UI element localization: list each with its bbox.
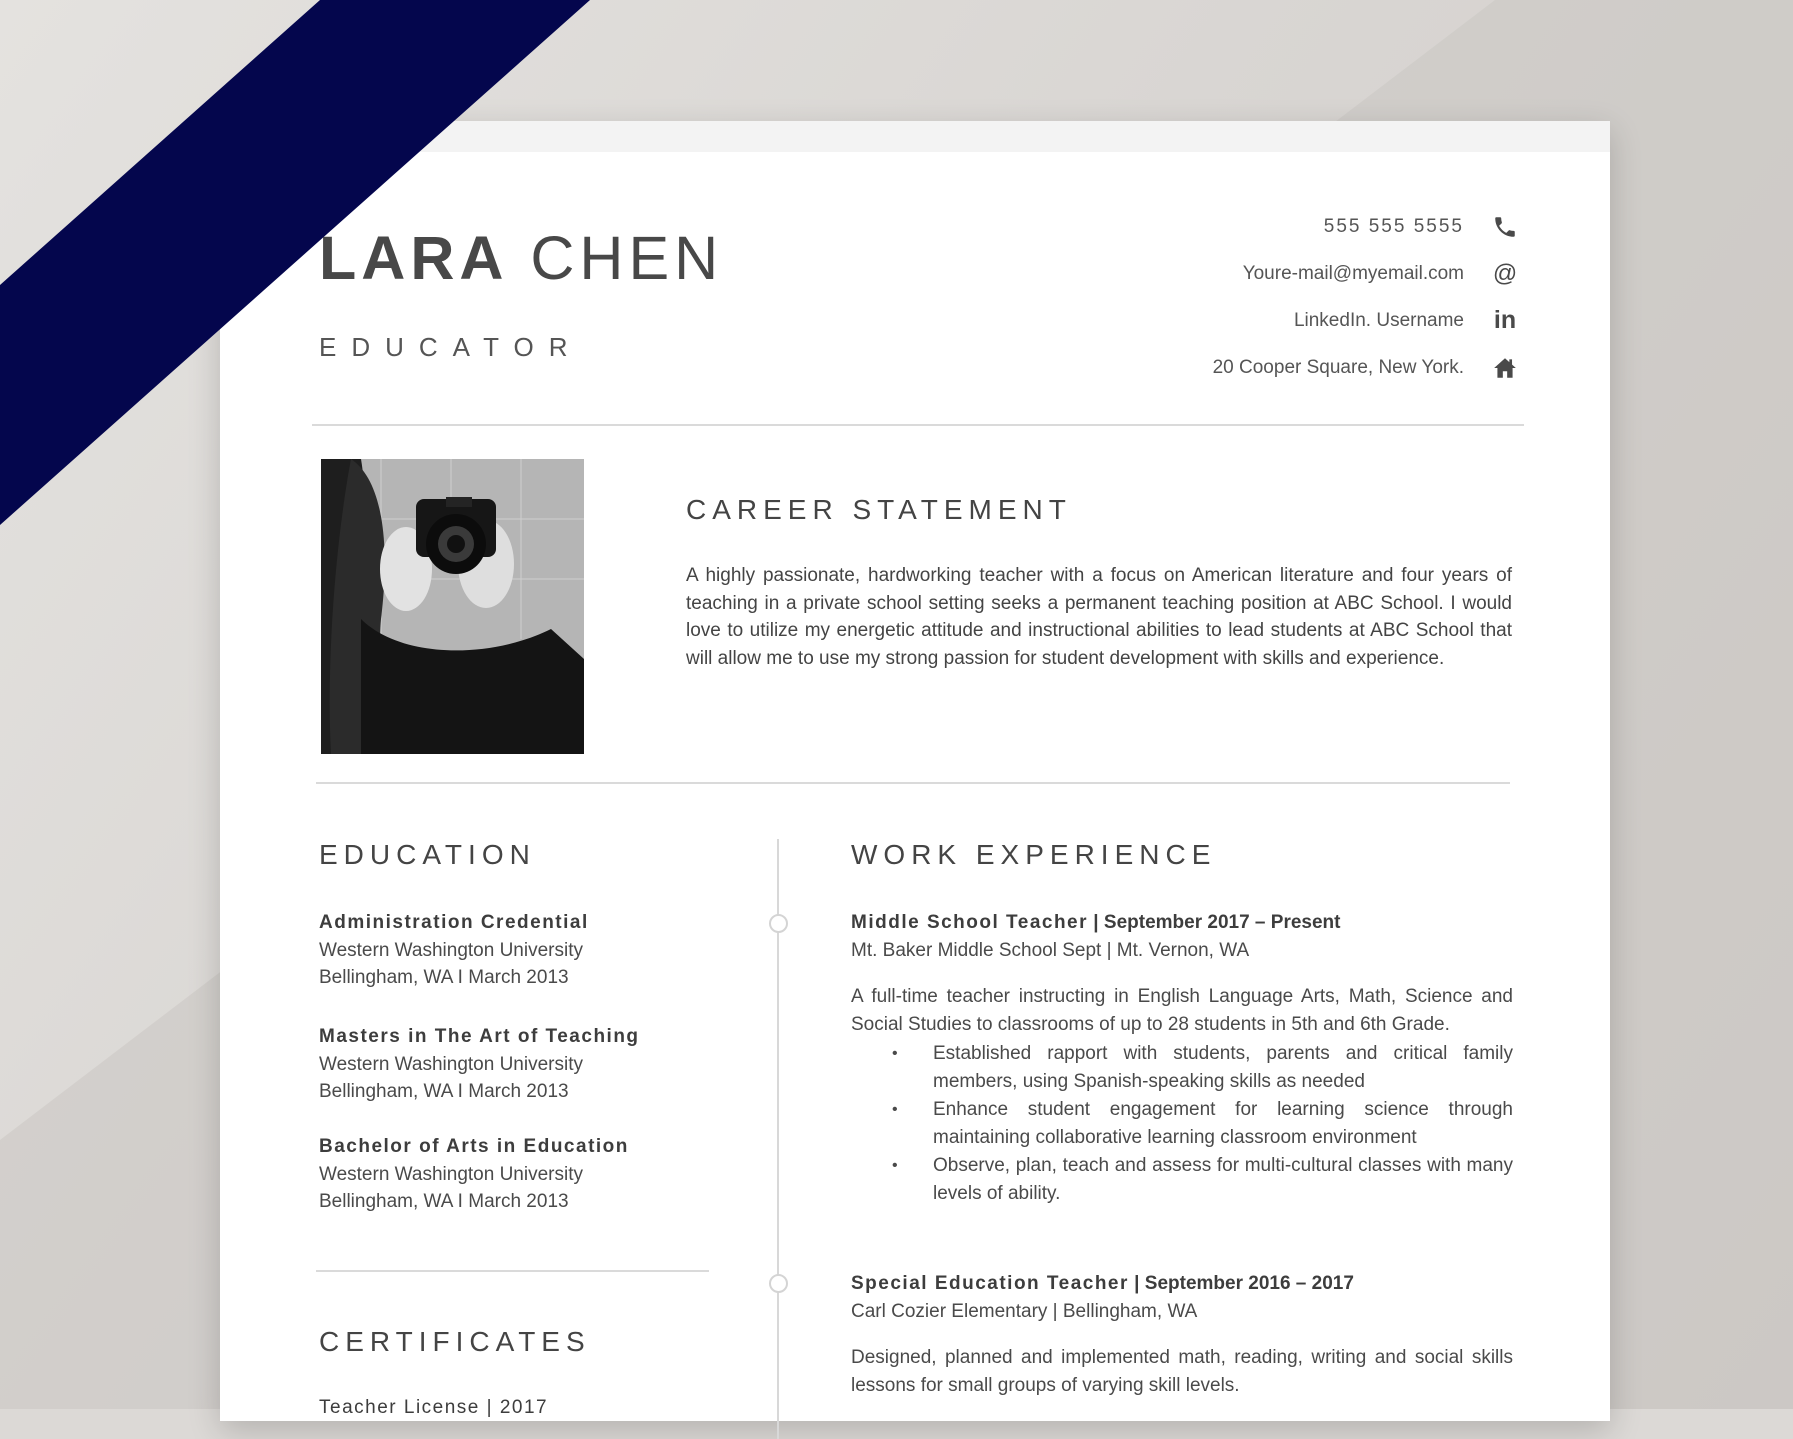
education-item bbox=[319, 909, 699, 992]
job-title-line bbox=[851, 1270, 1513, 1298]
job-entry bbox=[851, 909, 1513, 1208]
job-role: Special Education Teacher bbox=[851, 1273, 1129, 1294]
degree-name: Bachelor of Arts in Education bbox=[319, 1136, 629, 1157]
school-place: Bellingham, WA I March 2013 bbox=[319, 967, 569, 988]
address-text: 20 Cooper Square, New York. bbox=[1212, 356, 1464, 378]
job-bullet: • Enhance student engagement for learning science through maintaining collaborative learning classroom environment bbox=[933, 1096, 1513, 1151]
contact-list bbox=[1213, 203, 1520, 391]
contact-email bbox=[1213, 250, 1520, 297]
school-place: Bellingham, WA I March 2013 bbox=[319, 1191, 569, 1212]
education-divider bbox=[316, 1270, 709, 1272]
work-heading: WORK EXPERIENCE bbox=[851, 839, 1217, 870]
job-role: Middle School Teacher bbox=[851, 912, 1089, 933]
linkedin-icon: in bbox=[1493, 306, 1517, 334]
education-item bbox=[319, 1133, 699, 1216]
phone-icon bbox=[1490, 212, 1520, 242]
job-place: Carl Cozier Elementary | Bellingham, WA bbox=[851, 1300, 1198, 1322]
email-text: Youre-mail@myemail.com bbox=[1242, 262, 1464, 284]
home-icon bbox=[1490, 353, 1520, 383]
job-bullets bbox=[851, 1040, 1513, 1207]
education-heading: EDUCATION bbox=[319, 839, 536, 870]
job-bullet: • Established rapport with students, parents and critical family members, using Spanish-speaking skills as needed bbox=[933, 1040, 1513, 1095]
header-divider bbox=[312, 424, 1524, 426]
career-statement-text: A highly passionate, hardworking teacher with a focus on American literature and four years of teaching in a private school setting seeks a permanent teaching position at ABC School. I would love to utilize my energetic attitude and instructional abilities to lead students at ABC School that will allow me to use my strong passion for student development with skills and experience. bbox=[686, 565, 1512, 669]
resume-page bbox=[220, 121, 1610, 1421]
education-item bbox=[319, 1023, 699, 1106]
certificates-heading: CERTIFICATES bbox=[319, 1326, 591, 1357]
certificate-item: Teacher License | 2017 bbox=[319, 1397, 549, 1418]
school-name: Western Washington University bbox=[319, 1053, 583, 1075]
career-heading: CAREER STATEMENT bbox=[686, 494, 1072, 525]
school-name: Western Washington University bbox=[319, 939, 583, 961]
contact-linkedin bbox=[1213, 297, 1520, 344]
degree-name: Administration Credential bbox=[319, 912, 589, 933]
job-place: Mt. Baker Middle School Sept | Mt. Vernon, WA bbox=[851, 939, 1250, 961]
job-summary: A full-time teacher instructing in English Language Arts, Math, Science and Social Studies to classrooms of up to 28 students in 5th and 6th Grade. bbox=[851, 986, 1513, 1035]
job-dates: | September 2016 – 2017 bbox=[1128, 1273, 1354, 1294]
linkedin-text: LinkedIn. Username bbox=[1293, 309, 1464, 331]
job-entry bbox=[851, 1270, 1513, 1399]
career-divider bbox=[316, 782, 1510, 784]
contact-phone bbox=[1213, 203, 1520, 250]
job-title: EDUCATOR bbox=[319, 332, 583, 362]
degree-name: Masters in The Art of Teaching bbox=[319, 1026, 640, 1047]
job-summary: Designed, planned and implemented math, reading, writing and social skills lessons for small groups of varying skill levels. bbox=[851, 1347, 1513, 1396]
job-dates: | September 2017 – Present bbox=[1088, 912, 1341, 933]
first-name: LARA bbox=[319, 224, 509, 292]
job-title-line bbox=[851, 909, 1513, 937]
phone-text: 555 555 5555 bbox=[1323, 215, 1464, 237]
last-name: CHEN bbox=[530, 224, 724, 292]
school-place: Bellingham, WA I March 2013 bbox=[319, 1081, 569, 1102]
profile-photo bbox=[321, 459, 584, 754]
contact-address bbox=[1213, 344, 1520, 391]
at-icon: @ bbox=[1492, 259, 1518, 287]
job-bullet: • Observe, plan, teach and assess for multi-cultural classes with many levels of ability. bbox=[933, 1152, 1513, 1207]
resume-name bbox=[319, 224, 724, 292]
timeline-dot bbox=[769, 914, 788, 933]
school-name: Western Washington University bbox=[319, 1163, 583, 1185]
timeline-dot bbox=[769, 1274, 788, 1293]
